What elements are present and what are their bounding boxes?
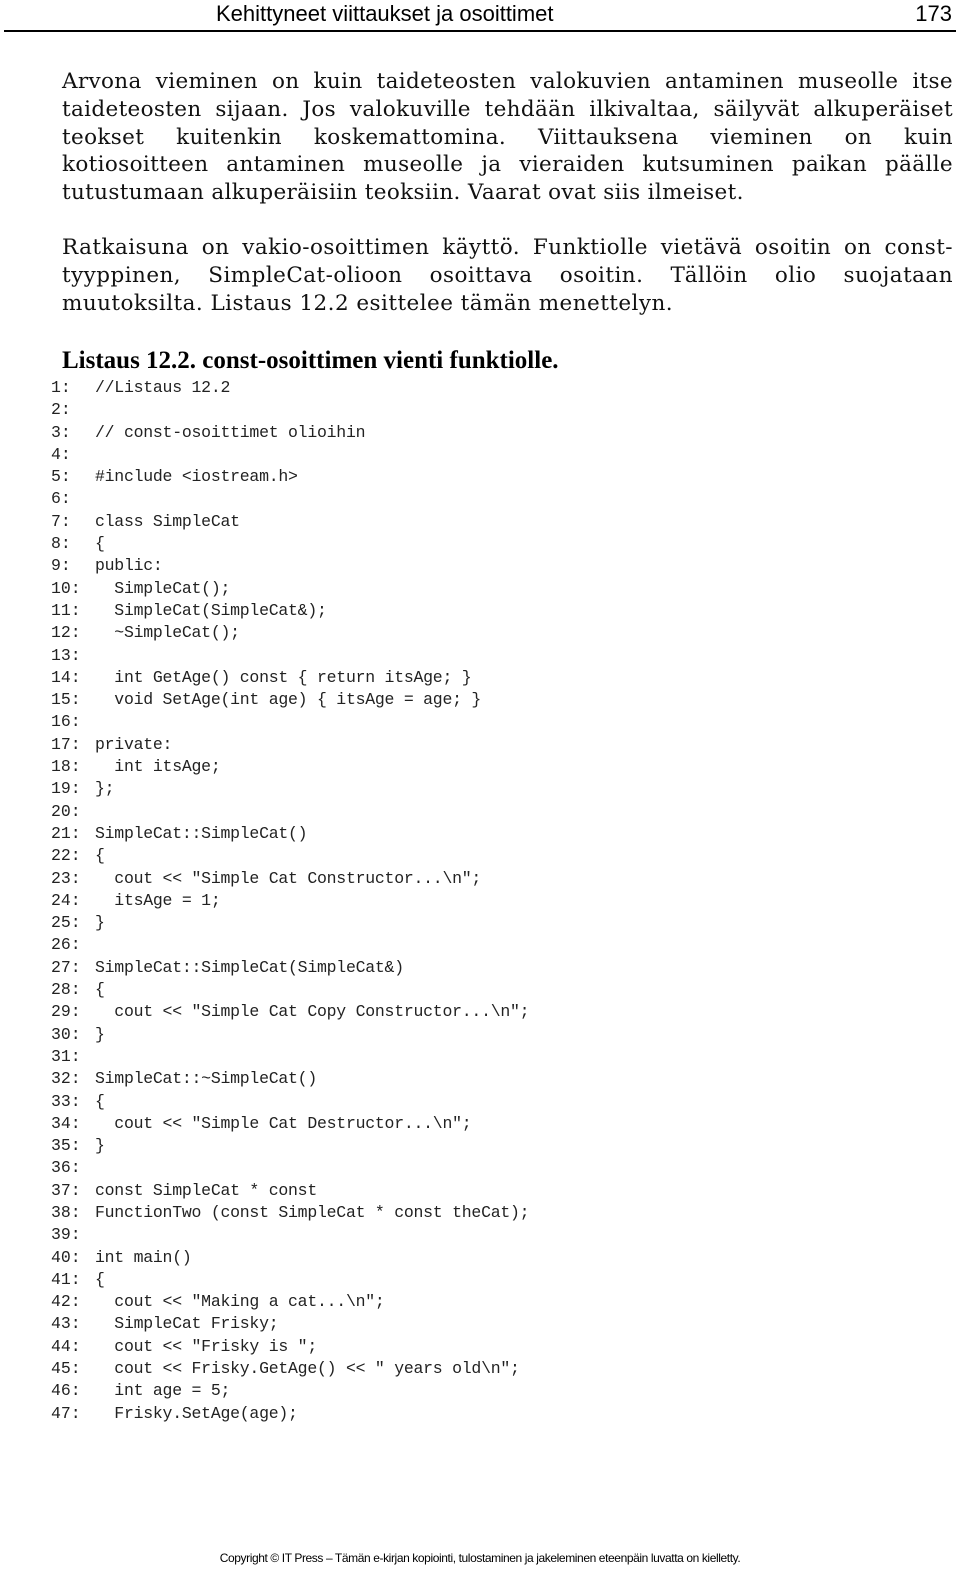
line-number: 3: (51, 422, 71, 442)
listing-title: Listaus 12.2. const-osoittimen vienti funktiolle. (62, 347, 559, 374)
line-number: 46: (51, 1381, 81, 1401)
line-number: 47: (51, 1403, 81, 1423)
code-line (51, 488, 529, 510)
line-number: 7: (51, 511, 71, 531)
line-number: 30: (51, 1024, 81, 1044)
code-line (51, 1247, 529, 1269)
code-line (51, 934, 529, 956)
line-number: 45: (51, 1359, 81, 1379)
code-text: } (95, 1136, 105, 1156)
code-text: const SimpleCat * const (95, 1180, 317, 1200)
line-number: 36: (51, 1158, 81, 1178)
code-line (51, 645, 529, 667)
code-line (51, 1180, 529, 1202)
code-line (51, 845, 529, 867)
code-line (51, 868, 529, 890)
line-number: 4: (51, 444, 71, 464)
code-listing (51, 377, 529, 1425)
line-number: 23: (51, 868, 81, 888)
line-number: 20: (51, 801, 81, 821)
line-number: 8: (51, 534, 71, 554)
code-line (51, 1068, 529, 1090)
line-number: 41: (51, 1269, 81, 1289)
line-number: 42: (51, 1292, 81, 1312)
code-text: void SetAge(int age) { itsAge = age; } (95, 690, 482, 710)
code-text: class SimpleCat (95, 511, 240, 531)
code-line (51, 823, 529, 845)
code-text: SimpleCat(); (95, 578, 231, 598)
line-number: 40: (51, 1247, 81, 1267)
line-number: 26: (51, 935, 81, 955)
code-line (51, 1336, 529, 1358)
line-number: 37: (51, 1180, 81, 1200)
code-line (51, 1046, 529, 1068)
code-text: Frisky.SetAge(age); (95, 1403, 298, 1423)
code-line (51, 555, 529, 577)
line-number: 17: (51, 734, 81, 754)
line-number: 32: (51, 1069, 81, 1089)
code-line (51, 912, 529, 934)
code-line (51, 1358, 529, 1380)
code-text: { (95, 1269, 105, 1289)
code-line (51, 734, 529, 756)
line-number: 1: (51, 378, 71, 397)
code-line (51, 1091, 529, 1113)
page-header (4, 0, 956, 32)
code-line (51, 578, 529, 600)
code-line (51, 511, 529, 533)
code-line (51, 689, 529, 711)
code-line (51, 1202, 529, 1224)
code-line (51, 622, 529, 644)
code-text: int age = 5; (95, 1381, 231, 1401)
line-number: 2: (51, 400, 71, 420)
code-line (51, 1024, 529, 1046)
code-text: SimpleCat(SimpleCat&); (95, 600, 327, 620)
code-line (51, 1291, 529, 1313)
code-text: { (95, 846, 105, 866)
code-text: SimpleCat::SimpleCat() (95, 823, 308, 843)
line-number: 16: (51, 712, 81, 732)
code-line (51, 1224, 529, 1246)
code-text: } (95, 1024, 105, 1044)
line-number: 13: (51, 645, 81, 665)
code-line (51, 778, 529, 800)
code-text: cout << "Making a cat...\n"; (95, 1292, 385, 1312)
code-text: // const-osoittimet olioihin (95, 422, 366, 442)
code-line (51, 1113, 529, 1135)
chapter-title: Kehittyneet viittaukset ja osoittimet (216, 1, 554, 26)
line-number: 43: (51, 1314, 81, 1334)
code-text: cout << "Simple Cat Constructor...\n"; (95, 868, 482, 888)
code-text: cout << "Frisky is "; (95, 1336, 317, 1356)
code-text: SimpleCat Frisky; (95, 1314, 279, 1334)
code-line (51, 466, 529, 488)
page-number: 173 (915, 1, 952, 26)
code-text: }; (95, 779, 115, 799)
line-number: 21: (51, 823, 81, 843)
code-line (51, 1403, 529, 1425)
code-text: public: (95, 556, 163, 576)
line-number: 39: (51, 1225, 81, 1245)
line-number: 14: (51, 667, 81, 687)
code-line (51, 1135, 529, 1157)
code-line (51, 1380, 529, 1402)
code-text: #include <iostream.h> (95, 467, 298, 487)
copyright-footer: Copyright © IT Press – Tämän e-kirjan kopiointi, tulostaminen ja jakeleminen eteenpäin luvatta on kielletty. (219, 1551, 741, 1565)
line-number: 34: (51, 1113, 81, 1133)
code-line (51, 979, 529, 1001)
line-number: 28: (51, 980, 81, 1000)
code-text: //Listaus 12.2 (95, 378, 231, 397)
code-line (51, 667, 529, 689)
code-line (51, 377, 529, 399)
line-number: 12: (51, 623, 81, 643)
code-text: itsAge = 1; (95, 890, 221, 910)
line-number: 44: (51, 1336, 81, 1356)
line-number: 19: (51, 779, 81, 799)
code-text: SimpleCat::SimpleCat(SimpleCat&) (95, 957, 404, 977)
line-number: 22: (51, 846, 81, 866)
line-number: 33: (51, 1091, 81, 1111)
line-number: 27: (51, 957, 81, 977)
line-number: 9: (51, 556, 71, 576)
code-line (51, 711, 529, 733)
code-line (51, 1157, 529, 1179)
line-number: 29: (51, 1002, 81, 1022)
code-text: { (95, 1091, 105, 1111)
body-paragraph: Ratkaisuna on vakio-osoittimen käyttö. Funktiolle vietävä osoitin on const-tyyppinen, SimpleCat-olioon osoittava osoitin. Tällöin olio suojataan muutoksilta. Listaus 12.2 esittelee tämän menettelyn. (62, 235, 953, 316)
line-number: 5: (51, 467, 71, 487)
code-text: ~SimpleCat(); (95, 623, 240, 643)
code-line (51, 1313, 529, 1335)
code-line (51, 1269, 529, 1291)
code-text: cout << Frisky.GetAge() << " years old\n"; (95, 1359, 520, 1379)
code-text: { (95, 534, 105, 554)
code-text: cout << "Simple Cat Destructor...\n"; (95, 1113, 472, 1133)
line-number: 25: (51, 913, 81, 933)
code-text: int itsAge; (95, 757, 221, 777)
code-text: FunctionTwo (const SimpleCat * const theCat); (95, 1202, 530, 1222)
line-number: 24: (51, 890, 81, 910)
line-number: 18: (51, 757, 81, 777)
code-line (51, 1001, 529, 1023)
code-line (51, 890, 529, 912)
line-number: 38: (51, 1202, 81, 1222)
code-text: SimpleCat::~SimpleCat() (95, 1069, 317, 1089)
code-text: private: (95, 734, 173, 754)
code-line (51, 399, 529, 421)
code-line (51, 422, 529, 444)
code-line (51, 756, 529, 778)
code-text: cout << "Simple Cat Copy Constructor...\n"; (95, 1002, 530, 1022)
code-line (51, 533, 529, 555)
line-number: 31: (51, 1046, 81, 1066)
line-number: 35: (51, 1136, 81, 1156)
line-number: 11: (51, 600, 81, 620)
body-paragraph: Arvona vieminen on kuin taideteosten valokuvien antaminen museolle itse taideteosten sijaan. Jos valokuville tehdään ilkivaltaa, säilyvät alkuperäiset teokset kuitenkin koskemattomina. Viittauksena vieminen on kuin kotiosoitteen antaminen museolle ja vieraiden kutsuminen paikan päälle tutustumaan alkuperäisiin teoksiin. Vaarat ovat siis ilmeiset. (62, 69, 953, 206)
code-line (51, 600, 529, 622)
line-number: 10: (51, 578, 81, 598)
code-line (51, 957, 529, 979)
line-number: 15: (51, 690, 81, 710)
code-text: int GetAge() const { return itsAge; } (95, 667, 472, 687)
code-line (51, 801, 529, 823)
code-text: } (95, 913, 105, 933)
code-line (51, 444, 529, 466)
line-number: 6: (51, 489, 71, 509)
code-text: int main() (95, 1247, 192, 1267)
code-text: { (95, 980, 105, 1000)
